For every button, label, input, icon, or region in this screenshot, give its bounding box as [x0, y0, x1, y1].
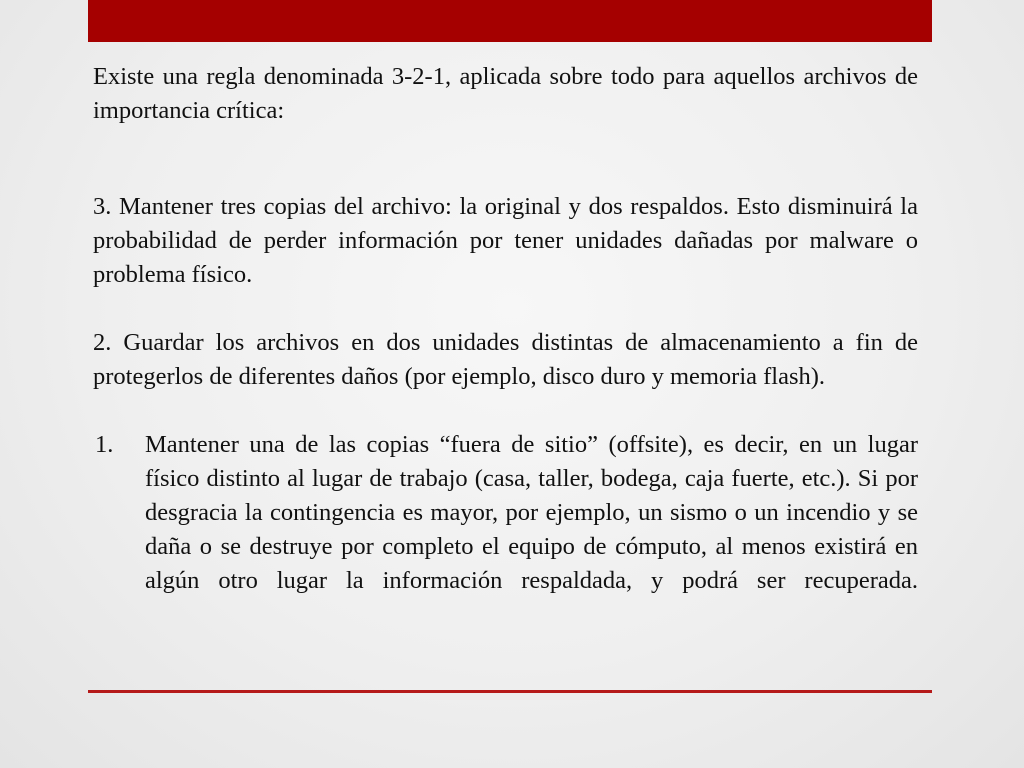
rule-1-item [93, 428, 918, 598]
spacer [93, 128, 918, 162]
spacer [93, 162, 918, 190]
intro-paragraph: Existe una regla denominada 3-2-1, aplicada sobre todo para aquellos archivos de importancia crítica: [93, 63, 918, 124]
footer-accent-rule [88, 690, 932, 693]
slide-body [93, 60, 918, 598]
rule-1-number: 1. [95, 431, 114, 458]
spacer [93, 394, 918, 428]
spacer [93, 292, 918, 326]
rule-3-paragraph: 3. Mantener tres copias del archivo: la original y dos respaldos. Esto disminuirá la probabilidad de perder información por tener unidades dañadas por malware o problema físico. [93, 193, 918, 288]
rule-2-paragraph: 2. Guardar los archivos en dos unidades distintas de almacenamiento a fin de protegerlos de diferentes daños (por ejemplo, disco duro y memoria flash). [93, 329, 918, 390]
rule-1-text: Mantener una de las copias “fuera de sitio” (offsite), es decir, en un lugar físico distinto al lugar de trabajo (casa, taller, bodega, caja fuerte, etc.). Si por desgracia la contingencia es mayor, por ejemplo, un sismo o un incendio y se daña o se destruye por completo el equipo de cómputo, al menos existirá en algún otro lugar la información respaldada, y podrá ser recuperada. [145, 431, 918, 594]
header-accent-bar [88, 0, 932, 42]
